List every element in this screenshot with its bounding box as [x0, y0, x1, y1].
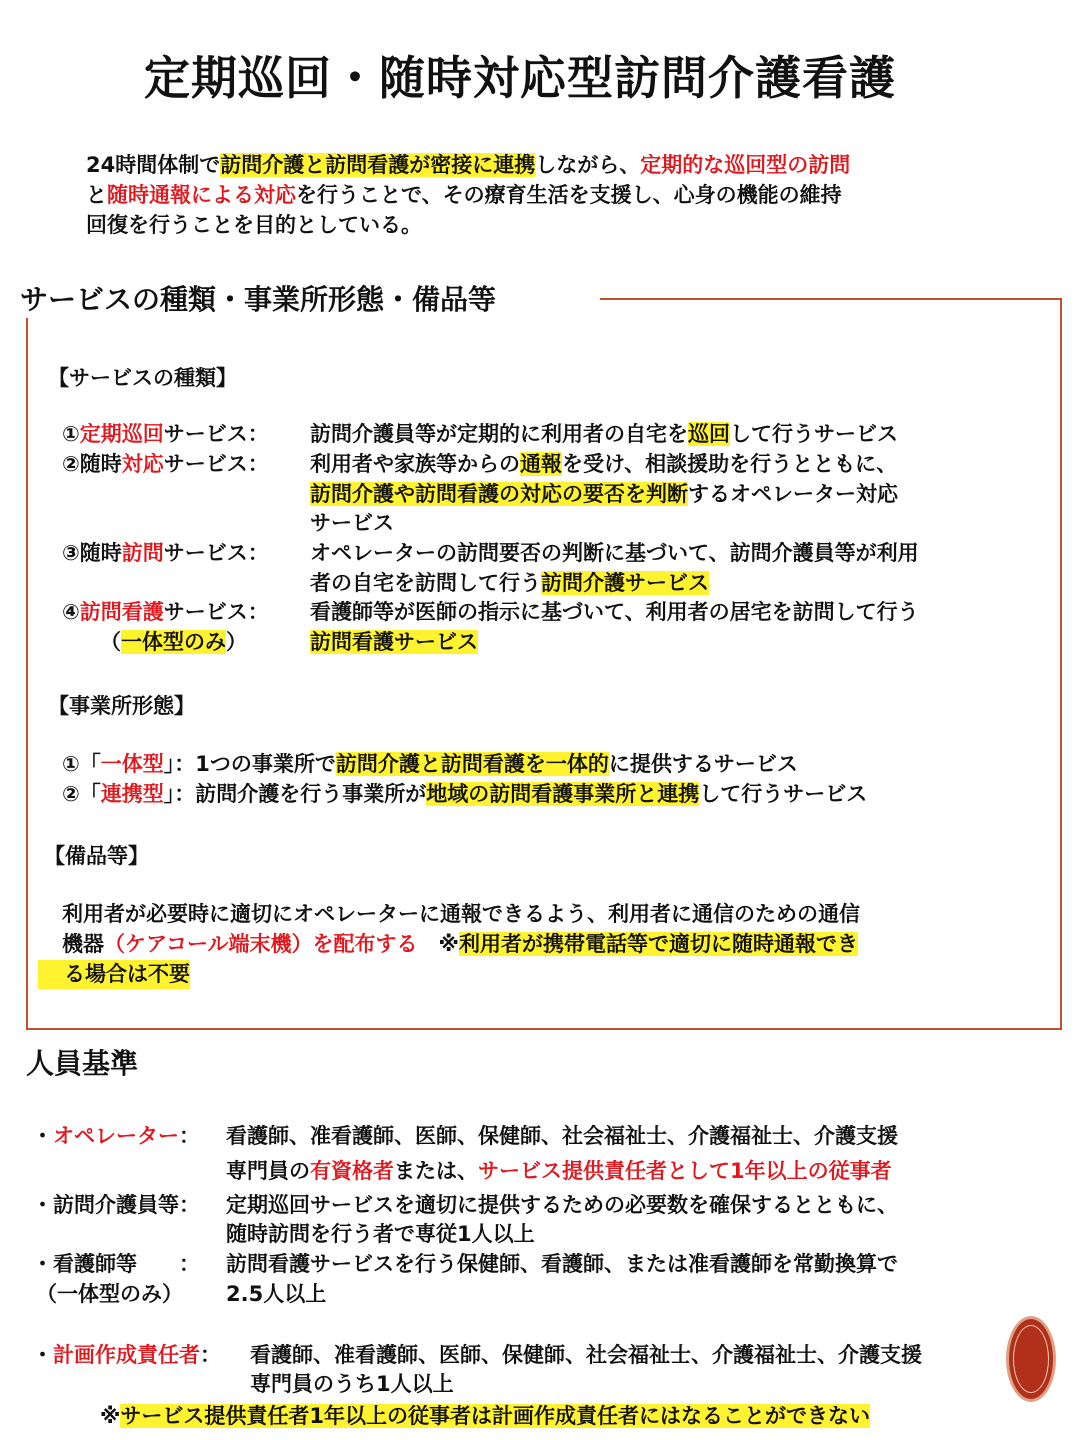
emphasis-text: 計画作成責任者: [53, 1343, 200, 1367]
staff-role-desc: [226, 1250, 898, 1279]
equipment-heading: 【備品等】: [44, 844, 149, 868]
text-run: ④: [62, 600, 80, 624]
text-run: オペレーターの訪問要否の判断に基づいて、訪問介護員等が利用: [310, 541, 919, 565]
text-run: して行うサービス: [699, 782, 868, 806]
intro-line: [86, 210, 1026, 240]
highlighted-text: 地域の訪問看護事業所と連携: [426, 782, 700, 806]
text-run: サービス：: [163, 422, 269, 446]
office-types-heading: 【事業所形態】: [48, 694, 195, 718]
staff-standards-heading: 人員基準: [26, 1047, 139, 1080]
equipment-line: [62, 900, 860, 929]
emphasis-text: 定期巡回: [79, 422, 164, 446]
text-run: ②「: [62, 782, 101, 806]
intro-line: [86, 150, 1026, 180]
text-run: ※: [100, 1404, 121, 1428]
service-type-desc: [310, 569, 709, 598]
service-type-desc: [310, 509, 394, 538]
text-run: 」：訪問介護を行う事業所が: [163, 782, 427, 806]
text-run: ・看護師等 ：: [32, 1252, 200, 1276]
staff-role-desc: [250, 1341, 922, 1370]
emphasis-text: 一体型: [100, 752, 164, 776]
text-run: サービス：: [163, 452, 269, 476]
emphasis-text: オペレーター: [53, 1124, 179, 1148]
text-run: ・: [32, 1124, 53, 1148]
emphasis-text: （ケアコール端末機）を配布する: [104, 932, 418, 956]
text-run: ：: [179, 1124, 200, 1148]
highlighted-text: る場合は不要: [64, 962, 190, 986]
emphasis-text: 訪問看護: [79, 600, 164, 624]
text-run: 利用者が必要時に適切にオペレーターに通報できるよう、利用者に通信のための通信: [62, 902, 860, 926]
text-run: 訪問看護サービスを行う保健師、看護師、または准看護師を常勤換算で: [226, 1252, 898, 1276]
text-run: 看護師、准看護師、医師、保健師、社会福祉士、介護福祉士、介護支援: [250, 1343, 922, 1367]
emphasis-text: 随時通報による対応: [107, 183, 296, 207]
text-run: ③随時: [62, 541, 122, 565]
section-heading-services: サービスの種類・事業所形態・備品等: [20, 278, 500, 318]
staff-role-desc: [226, 1280, 326, 1309]
text-run: 専門員の: [226, 1159, 310, 1183]
text-run: を受け、相談援助を行うとともに、: [562, 452, 898, 476]
emphasis-text: 対応: [121, 452, 164, 476]
text-run: するオペレーター対応: [688, 482, 898, 506]
equipment-line: [38, 960, 190, 989]
office-type-item: [62, 750, 798, 779]
service-type-desc: [310, 450, 897, 479]
text-run: （一体型のみ）: [36, 1282, 183, 1306]
text-run: 24時間体制で: [86, 153, 221, 177]
text-run: ・: [32, 1343, 53, 1367]
highlighted-text: サービス提供責任者1年以上の従事者は計画作成責任者にはなることができない: [120, 1404, 871, 1428]
text-run: 訪問介護員等が定期的に利用者の自宅を: [310, 422, 688, 446]
staff-role-label: [32, 1250, 200, 1279]
text-run: 利用者や家族等からの: [310, 452, 520, 476]
emphasis-text: 有資格者: [310, 1159, 394, 1183]
text-run: 機器: [62, 932, 104, 956]
highlighted-text: 通報: [520, 452, 562, 476]
text-run: サービス：: [163, 600, 269, 624]
staff-role-desc: [226, 1122, 898, 1151]
text-run: ①: [62, 422, 80, 446]
text-run: サービス：: [163, 541, 269, 565]
text-run: 看護師等が医師の指示に基づいて、利用者の居宅を訪問して行う: [310, 600, 919, 624]
text-run: ・訪問介護員等：: [32, 1193, 200, 1217]
intro-paragraph: [86, 150, 1026, 240]
text-run: して行うサービス: [730, 422, 898, 446]
highlighted-text: 巡回: [688, 422, 730, 446]
note-line: [100, 1402, 870, 1431]
page-badge-icon: [1006, 1316, 1056, 1402]
text-run: 専門員のうち1人以上: [250, 1372, 454, 1396]
highlighted-text: 訪問介護と訪問看護を一体的: [335, 752, 609, 776]
highlighted-text: 利用者が携帯電話等で適切に随時通報でき: [458, 932, 858, 956]
office-type-item: [62, 780, 867, 809]
text-run: 看護師、准看護師、医師、保健師、社会福祉士、介護福祉士、介護支援: [226, 1124, 898, 1148]
page-title: 定期巡回・随時対応型訪問介護看護: [144, 51, 896, 105]
staff-role-label-note: [36, 1280, 183, 1309]
emphasis-text: 連携型: [100, 782, 164, 806]
intro-line: [86, 180, 1026, 210]
highlighted-text: 一体型のみ: [121, 630, 226, 654]
staff-role-label: [32, 1122, 200, 1151]
text-run: ※: [417, 932, 459, 956]
service-type-desc: [310, 480, 898, 509]
text-run: しながら、: [535, 153, 641, 177]
text-run: 回復を行うことを目的としている。: [86, 213, 422, 237]
emphasis-text: 定期的な巡回型の訪問: [640, 153, 851, 177]
highlighted-text: 訪問介護や訪問看護の対応の要否を判断: [310, 482, 688, 506]
staff-role-desc: [250, 1370, 454, 1399]
service-type-label: [62, 598, 269, 627]
text-run: ②随時: [62, 452, 122, 476]
text-run: （: [100, 630, 121, 654]
service-type-desc: [310, 539, 919, 568]
staff-role-desc: [226, 1220, 535, 1249]
service-type-desc: [310, 420, 898, 449]
emphasis-text: サービス提供責任者として1年以上の従事者: [478, 1159, 892, 1183]
text-run: ①「: [62, 752, 101, 776]
text-run: 2.5人以上: [226, 1282, 327, 1306]
text-run: 者の自宅を訪問して行う: [310, 571, 541, 595]
highlighted-text: 訪問介護サービス: [541, 571, 709, 595]
text-run: ：: [200, 1343, 221, 1367]
service-type-label: [62, 420, 269, 449]
staff-role-desc: [226, 1157, 892, 1186]
text-run: サービス: [310, 511, 394, 535]
services-frame-top-rule: [600, 298, 1062, 300]
text-run: 随時訪問を行う者で専従1人以上: [226, 1222, 535, 1246]
text-run: 」：1つの事業所で: [163, 752, 336, 776]
text-run: と: [86, 183, 107, 207]
text-run: または、: [394, 1159, 478, 1183]
service-type-desc: [310, 598, 919, 627]
service-types-heading: 【サービスの種類】: [48, 366, 237, 390]
staff-role-desc: [226, 1191, 898, 1220]
text-run: を行うことで、その療育生活を支援し、心身の機能の維持: [296, 183, 842, 207]
staff-role-label: [32, 1191, 200, 1220]
emphasis-text: 訪問: [121, 541, 164, 565]
text-run: ）: [226, 630, 247, 654]
highlighted-text: 訪問看護サービス: [310, 630, 478, 654]
highlighted-text: 訪問介護と訪問看護が密接に連携: [220, 153, 536, 177]
equipment-line: [62, 930, 858, 959]
text-run: に提供するサービス: [608, 752, 798, 776]
service-type-desc: [310, 628, 478, 657]
staff-role-label: [32, 1341, 221, 1370]
text-run: 定期巡回サービスを適切に提供するための必要数を確保するとともに、: [226, 1193, 898, 1217]
service-type-label: [62, 539, 269, 568]
service-type-label-note: [100, 628, 247, 657]
service-type-label: [62, 450, 269, 479]
